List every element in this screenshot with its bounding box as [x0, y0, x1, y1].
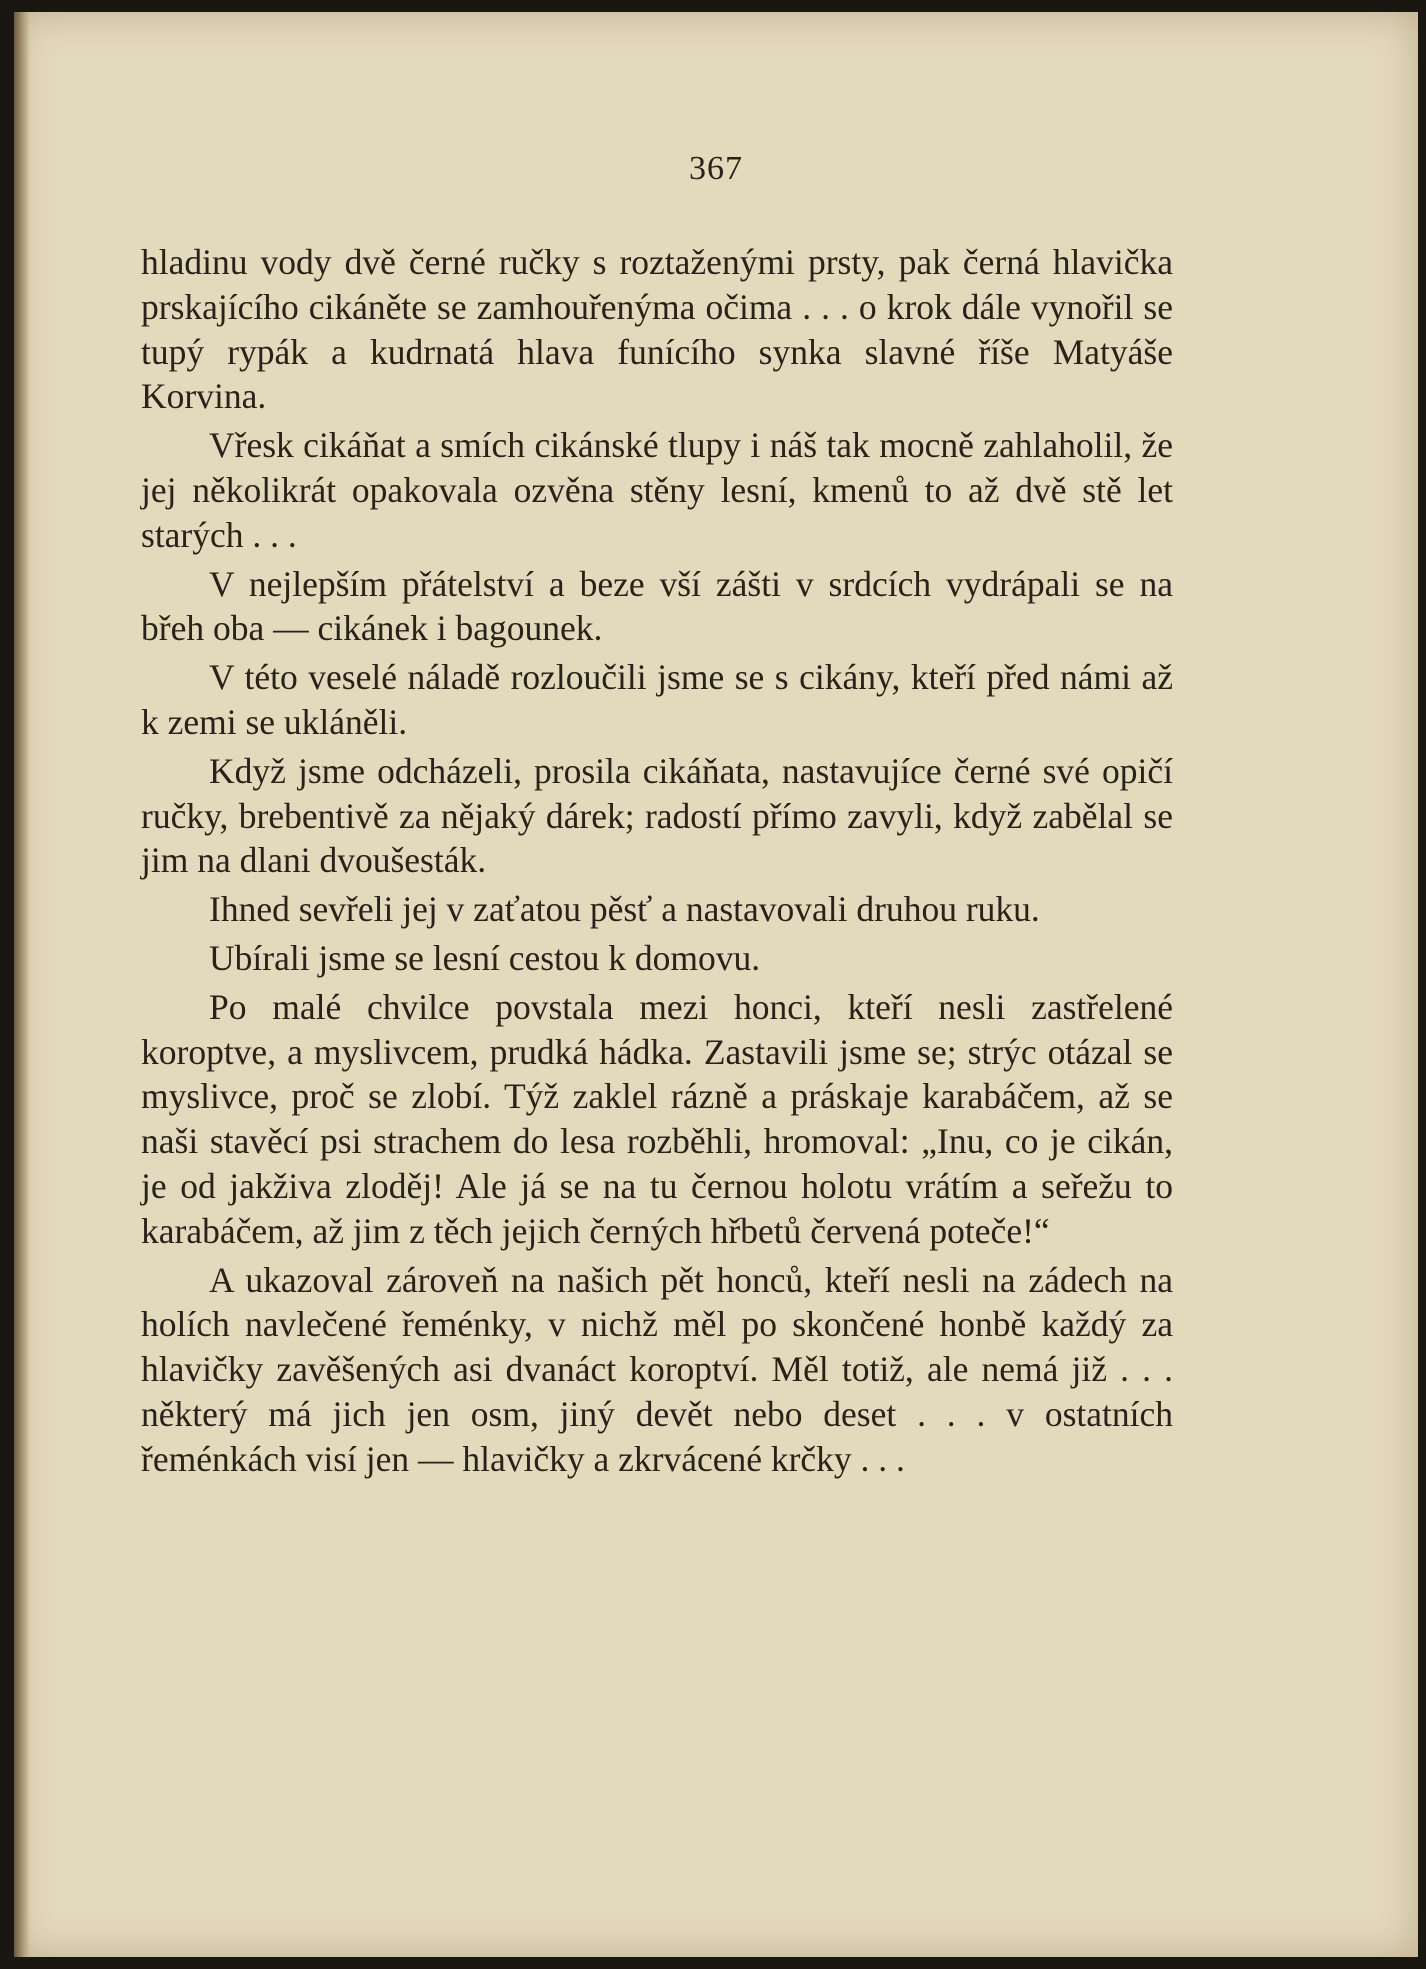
paragraph-9: A ukazoval zároveň na našich pět honců, kteří nesli na zádech na holích navlečené řeménky, v nichž měl po skončené honbě každý za hlavičky zavěšených asi dvanáct koroptví. Měl totiž, ale nemá již . . . některý má jich jen osm, jiný devět nebo deset . . . v ostatních řeménkách visí jen — hlavičky a zkrvácené krčky . . .	[141, 1259, 1173, 1479]
body-text	[141, 240, 1173, 1486]
paragraph-7: Ubírali jsme se lesní cestou k domovu.	[209, 937, 761, 978]
book-page	[14, 12, 1418, 1957]
paragraph-2: Vřesk cikáňat a smích cikánské tlupy i náš tak mocně zahlaholil, že jej několikrát opakovala ozvěna stěny lesní, kmenů to až dvě stě let starých . . .	[141, 425, 1173, 555]
page-spine-shadow	[14, 12, 30, 1957]
paragraph-4: V této veselé náladě rozloučili jsme se s cikány, kteří před námi až k zemi se ukláněli.	[141, 657, 1173, 742]
paragraph-1: hladinu vody dvě černé ručky s roztaženými prsty, pak černá hlavička prskajícího cikáněte se zamhouřenýma očima . . . o krok dále vynořil se tupý rypák a kudrnatá hlava funícího synka slavné říše Matyáše Korvina.	[141, 242, 1173, 417]
page-number: 367	[689, 150, 743, 187]
paragraph-3: V nejlepším přátelství a beze vší zášti v srdcích vydrápali se na břeh oba — cikánek i bagounek.	[141, 563, 1173, 649]
paragraph-8: Po malé chvilce povstala mezi honci, kteří nesli zastřelené koroptve, a myslivcem, prudká hádka. Zastavili jsme se; strýc otázal se myslivce, proč se zlobí. Týž zaklel rázně a práskaje karabáčem, až se naši stavěcí psi strachem do lesa rozběhli, hromoval: „Inu, co je cikán, je od jakživa zloděj! Ale já se na tu černou holotu vrátím a seřežu to karabáčem, až jim z těch jejich černých hřbetů červená poteče!“	[141, 986, 1173, 1251]
paragraph-6: Ihned sevřeli jej v zaťatou pěsť a nastavovali druhou ruku.	[209, 889, 1040, 930]
paragraph-5: Když jsme odcházeli, prosila cikáňata, nastavujíce černé své opičí ručky, brebentivě za nějaký dárek; radostí přímo zavyli, když zabělal se jim na dlani dvoušesták.	[141, 750, 1173, 881]
